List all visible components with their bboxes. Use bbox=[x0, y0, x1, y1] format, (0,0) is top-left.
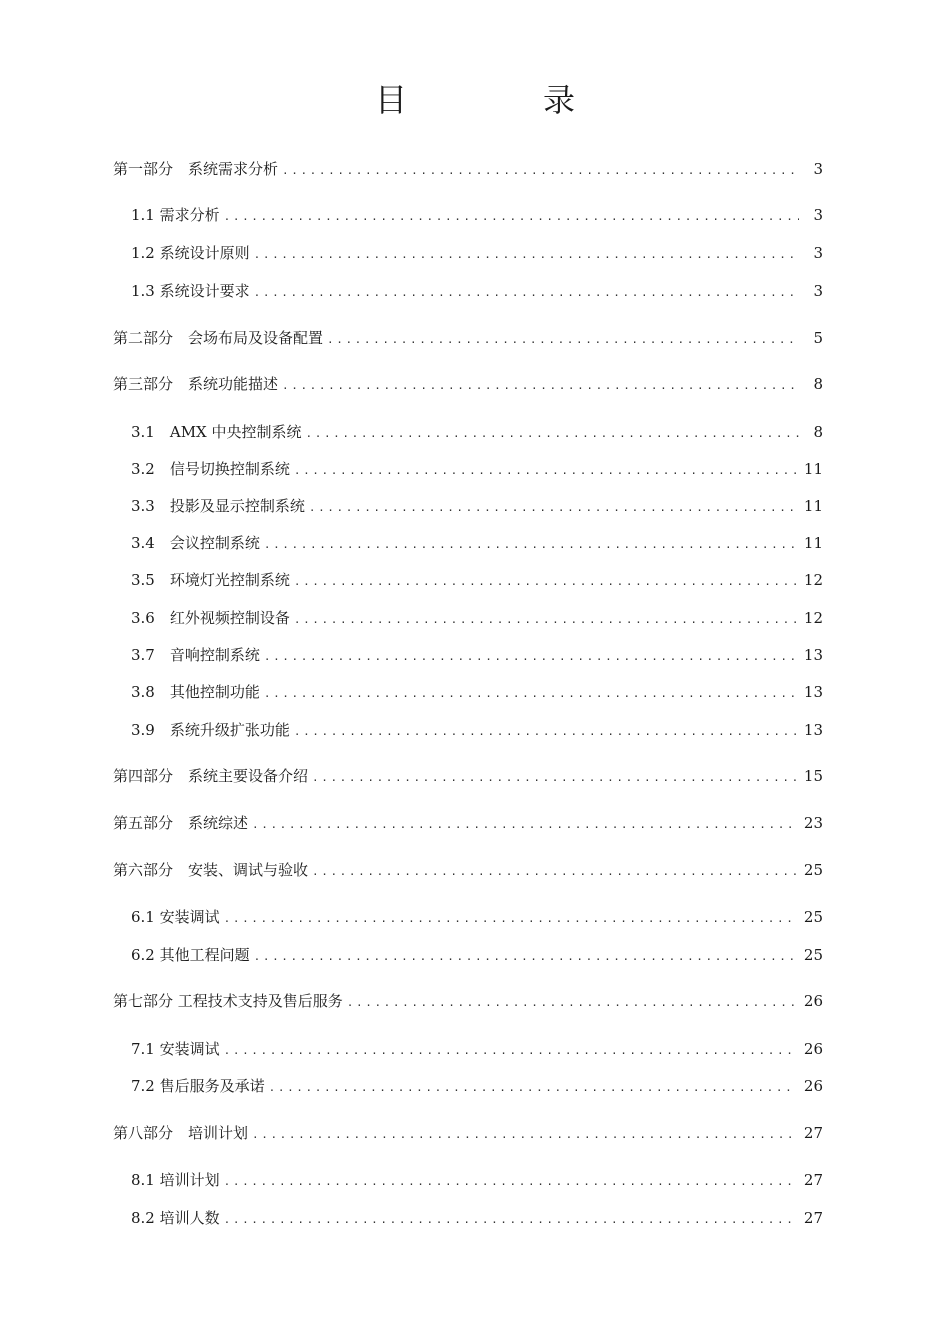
toc-entry-label: 第一部分 系统需求分析 bbox=[113, 160, 279, 178]
toc-entry-section[interactable] bbox=[131, 718, 823, 742]
toc-entry-section[interactable] bbox=[131, 1037, 823, 1061]
toc-entry-label: 3.2 信号切换控制系统 bbox=[131, 460, 290, 478]
toc-page-number: 25 bbox=[803, 861, 823, 879]
toc-page-number: 5 bbox=[813, 329, 823, 347]
toc-entry-label: 第六部分 安装、调试与验收 bbox=[113, 861, 309, 879]
toc-page-number: 15 bbox=[803, 767, 823, 785]
toc-entry-section[interactable] bbox=[131, 943, 823, 967]
toc-entry-label: 1.1 需求分析 bbox=[131, 206, 220, 224]
toc-entry-part[interactable] bbox=[113, 989, 823, 1013]
toc-page-number: 25 bbox=[803, 946, 823, 964]
toc-dot-leader bbox=[327, 328, 799, 352]
toc-dot-leader bbox=[282, 159, 799, 183]
toc-dot-leader bbox=[224, 205, 799, 229]
toc-entry-part[interactable] bbox=[113, 764, 823, 788]
toc-entry-label: 8.1 培训计划 bbox=[131, 1171, 220, 1189]
toc-dot-leader bbox=[282, 374, 799, 398]
toc-dot-leader bbox=[294, 608, 796, 632]
toc-dot-leader bbox=[254, 945, 796, 969]
toc-dot-leader bbox=[309, 496, 796, 520]
toc-entry-label: 3.8 其他控制功能 bbox=[131, 683, 260, 701]
toc-entry-label: 3.3 投影及显示控制系统 bbox=[131, 497, 305, 515]
toc-entry-label: 第八部分 培训计划 bbox=[113, 1124, 249, 1142]
toc-page-number: 13 bbox=[803, 646, 823, 664]
toc-page-number: 3 bbox=[813, 244, 823, 262]
toc-entry-label: 第二部分 会场布局及设备配置 bbox=[113, 329, 324, 347]
toc-dot-leader bbox=[306, 422, 800, 446]
toc-entry-label: 第三部分 系统功能描述 bbox=[113, 375, 279, 393]
toc-entry-part[interactable] bbox=[113, 811, 823, 835]
toc-entry-label: 3.7 音响控制系统 bbox=[131, 646, 260, 664]
toc-page-number: 8 bbox=[813, 375, 823, 393]
toc-page-number: 26 bbox=[803, 992, 823, 1010]
toc-entry-section[interactable] bbox=[131, 531, 823, 555]
toc-entry-part[interactable] bbox=[113, 372, 823, 396]
toc-entry-part[interactable] bbox=[113, 858, 823, 882]
toc-entry-section[interactable] bbox=[131, 203, 823, 227]
toc-page-number: 13 bbox=[803, 683, 823, 701]
toc-entry-section[interactable] bbox=[131, 643, 823, 667]
toc-dot-leader bbox=[224, 1170, 796, 1194]
toc-dot-leader bbox=[224, 1208, 796, 1232]
toc-entry-section[interactable] bbox=[131, 279, 823, 303]
toc-dot-leader bbox=[269, 1076, 796, 1100]
toc-page-number: 27 bbox=[803, 1171, 823, 1189]
toc-page-number: 11 bbox=[803, 534, 823, 552]
toc-entry-section[interactable] bbox=[131, 568, 823, 592]
toc-page-number: 11 bbox=[803, 460, 823, 478]
toc-page-number: 12 bbox=[803, 571, 823, 589]
toc-dot-leader bbox=[294, 720, 796, 744]
toc-dot-leader bbox=[254, 243, 799, 267]
toc-page-number: 26 bbox=[803, 1040, 823, 1058]
toc-entry-label: 第五部分 系统综述 bbox=[113, 814, 249, 832]
toc-entry-label: 1.3 系统设计要求 bbox=[131, 282, 250, 300]
toc-entry-section[interactable] bbox=[131, 905, 823, 929]
toc-page-number: 12 bbox=[803, 609, 823, 627]
toc-entry-label: 3.1 AMX 中央控制系统 bbox=[131, 423, 302, 441]
toc-entry-label: 7.1 安装调试 bbox=[131, 1040, 220, 1058]
toc-entry-section[interactable] bbox=[131, 1168, 823, 1192]
toc-entry-label: 第四部分 系统主要设备介绍 bbox=[113, 767, 309, 785]
toc-dot-leader bbox=[264, 645, 796, 669]
toc-dot-leader bbox=[347, 991, 796, 1015]
toc-entry-section[interactable] bbox=[131, 1206, 823, 1230]
toc-entry-part[interactable] bbox=[113, 157, 823, 181]
toc-page-number: 3 bbox=[813, 206, 823, 224]
toc-page-number: 25 bbox=[803, 908, 823, 926]
toc-entry-label: 6.2 其他工程问题 bbox=[131, 946, 250, 964]
page-title: 目 录 bbox=[374, 81, 627, 119]
toc-entry-part[interactable] bbox=[113, 326, 823, 350]
toc-entry-label: 第七部分 工程技术支持及售后服务 bbox=[113, 992, 343, 1010]
toc-entry-label: 7.2 售后服务及承诺 bbox=[131, 1077, 265, 1095]
toc-dot-leader bbox=[294, 459, 796, 483]
toc-dot-leader bbox=[252, 1123, 796, 1147]
toc-page-number: 8 bbox=[813, 423, 823, 441]
toc-entry-part[interactable] bbox=[113, 1121, 823, 1145]
toc-entry-section[interactable] bbox=[131, 457, 823, 481]
toc-entry-section[interactable] bbox=[131, 241, 823, 265]
toc-dot-leader bbox=[264, 682, 796, 706]
toc-page-number: 27 bbox=[803, 1209, 823, 1227]
toc-page-number: 11 bbox=[803, 497, 823, 515]
toc-entry-label: 3.9 系统升级扩张功能 bbox=[131, 721, 290, 739]
toc-page-number: 26 bbox=[803, 1077, 823, 1095]
toc-dot-leader bbox=[254, 281, 799, 305]
toc-page-number: 3 bbox=[813, 160, 823, 178]
toc-entry-section[interactable] bbox=[131, 606, 823, 630]
toc-page-number: 3 bbox=[813, 282, 823, 300]
toc-dot-leader bbox=[224, 907, 796, 931]
toc-page-number: 13 bbox=[803, 721, 823, 739]
toc-page-number: 23 bbox=[803, 814, 823, 832]
toc-dot-leader bbox=[224, 1039, 796, 1063]
toc-entry-section[interactable] bbox=[131, 680, 823, 704]
toc-dot-leader bbox=[294, 570, 796, 594]
toc-entry-label: 3.4 会议控制系统 bbox=[131, 534, 260, 552]
toc-entry-label: 8.2 培训人数 bbox=[131, 1209, 220, 1227]
toc-dot-leader bbox=[264, 533, 796, 557]
toc-entry-label: 6.1 安装调试 bbox=[131, 908, 220, 926]
toc-dot-leader bbox=[252, 813, 796, 837]
toc-entry-label: 3.5 环境灯光控制系统 bbox=[131, 571, 290, 589]
toc-entry-label: 1.2 系统设计原则 bbox=[131, 244, 250, 262]
toc-dot-leader bbox=[312, 860, 796, 884]
toc-entry-section[interactable] bbox=[131, 1074, 823, 1098]
toc-entry-section[interactable] bbox=[131, 420, 823, 444]
toc-dot-leader bbox=[312, 766, 796, 790]
toc-entry-label: 3.6 红外视频控制设备 bbox=[131, 609, 290, 627]
toc-entry-section[interactable] bbox=[131, 494, 823, 518]
toc-page-number: 27 bbox=[803, 1124, 823, 1142]
